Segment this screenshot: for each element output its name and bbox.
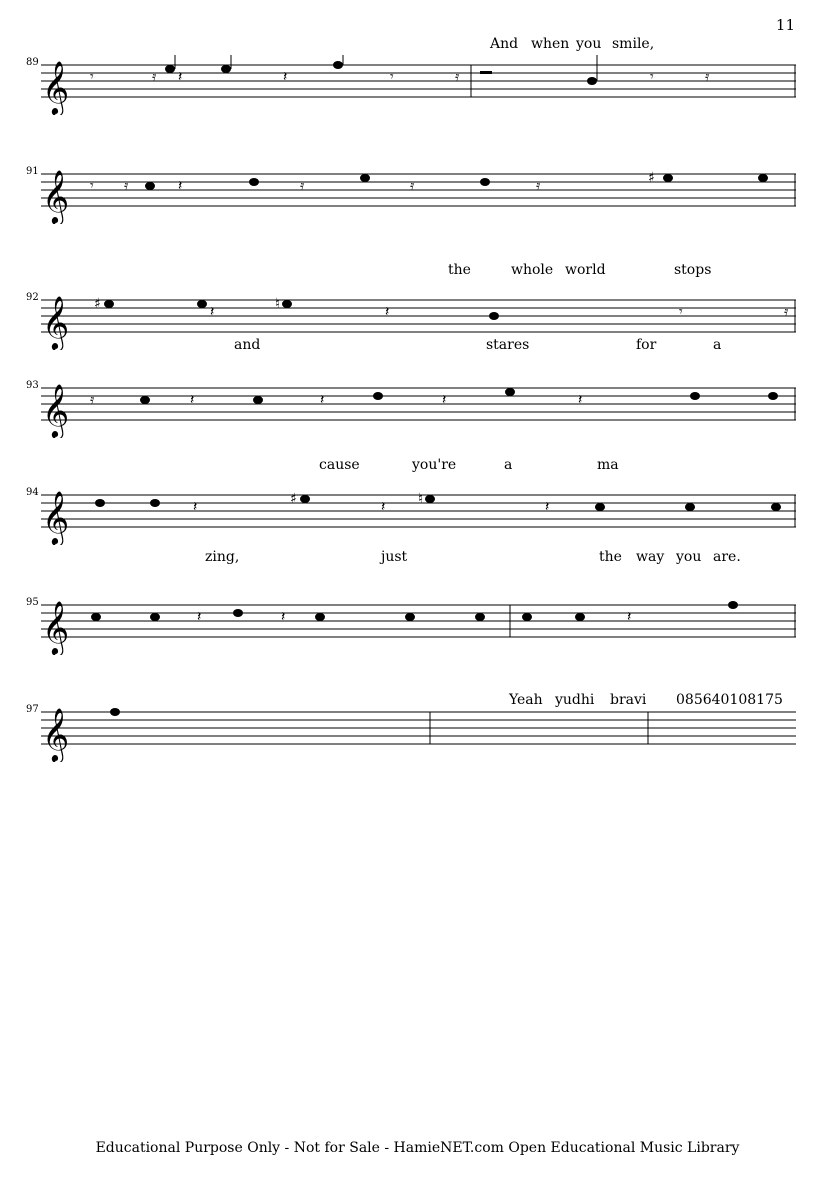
lyric: ma xyxy=(597,457,619,473)
lyric: yudhi xyxy=(555,692,595,708)
svg-text:𝄽: 𝄽 xyxy=(320,392,325,408)
lyric: for xyxy=(636,337,657,353)
svg-text:𝄽: 𝄽 xyxy=(178,69,183,85)
music-staff xyxy=(0,290,835,350)
music-staff xyxy=(0,164,835,224)
lyric: you xyxy=(576,36,602,52)
lyric: whole xyxy=(511,262,554,278)
svg-text:𝄽: 𝄽 xyxy=(283,69,288,85)
lyric: the xyxy=(599,549,622,565)
svg-text:𝄞: 𝄞 xyxy=(42,383,70,437)
svg-text:𝄾: 𝄾 xyxy=(390,69,394,85)
music-staff xyxy=(0,702,835,762)
measure-number: 95 xyxy=(26,597,39,608)
svg-text:𝄿: 𝄿 xyxy=(300,178,305,194)
lyric: the xyxy=(448,262,471,278)
measure-number: 89 xyxy=(26,57,39,68)
svg-text:𝄽: 𝄽 xyxy=(197,609,202,625)
measure-number: 91 xyxy=(26,166,39,177)
svg-text:𝄽: 𝄽 xyxy=(381,499,386,515)
lyric: are. xyxy=(713,549,741,565)
svg-text:𝄾: 𝄾 xyxy=(90,178,94,194)
svg-text:𝄽: 𝄽 xyxy=(190,392,195,408)
lyric: world xyxy=(565,262,606,278)
lyric: way xyxy=(636,549,665,565)
svg-text:𝄽: 𝄽 xyxy=(281,609,286,625)
lyric: bravi xyxy=(610,692,647,708)
lyric: And xyxy=(490,36,519,52)
lyric: and xyxy=(234,337,261,353)
lyric: a xyxy=(504,457,513,473)
svg-text:𝄾: 𝄾 xyxy=(650,69,654,85)
svg-text:𝄿: 𝄿 xyxy=(90,392,95,408)
lyric: 085640108175 xyxy=(676,692,783,708)
svg-text:𝄞: 𝄞 xyxy=(42,60,70,114)
svg-text:♯: ♯ xyxy=(290,491,297,507)
svg-text:𝄞: 𝄞 xyxy=(42,169,70,223)
lyric: stops xyxy=(674,262,712,278)
svg-text:𝄞: 𝄞 xyxy=(42,295,70,349)
svg-text:𝄞: 𝄞 xyxy=(42,600,70,654)
svg-text:𝄞: 𝄞 xyxy=(42,490,70,544)
measure-number: 93 xyxy=(26,380,39,391)
lyric: Yeah xyxy=(509,692,543,708)
lyric: a xyxy=(713,337,722,353)
lyric: zing, xyxy=(205,549,240,565)
music-staff xyxy=(0,485,835,545)
lyric: smile, xyxy=(612,36,655,52)
svg-text:𝄿: 𝄿 xyxy=(455,69,460,85)
svg-text:𝄾: 𝄾 xyxy=(90,69,94,85)
svg-text:𝄾: 𝄾 xyxy=(679,304,683,320)
music-staff xyxy=(0,55,835,115)
page-number: 11 xyxy=(775,16,795,34)
svg-text:𝄿: 𝄿 xyxy=(410,178,415,194)
svg-text:𝄽: 𝄽 xyxy=(193,499,198,515)
footer-text: Educational Purpose Only - Not for Sale - HamieNET.com Open Educational Music Library xyxy=(95,1140,740,1156)
measure-number: 97 xyxy=(26,704,39,715)
svg-text:𝄿: 𝄿 xyxy=(152,69,157,85)
svg-text:𝄿: 𝄿 xyxy=(536,178,541,194)
lyric: you xyxy=(676,549,702,565)
svg-text:𝄞: 𝄞 xyxy=(42,707,70,761)
svg-text:♯: ♯ xyxy=(648,170,655,186)
svg-text:♯: ♯ xyxy=(94,296,101,312)
svg-text:𝄽: 𝄽 xyxy=(210,304,215,320)
lyric: stares xyxy=(486,337,530,353)
svg-text:𝄿: 𝄿 xyxy=(705,69,710,85)
svg-text:𝄿: 𝄿 xyxy=(124,178,129,194)
lyric: just xyxy=(381,549,408,565)
lyric: you're xyxy=(412,457,457,473)
svg-text:𝄽: 𝄽 xyxy=(627,609,632,625)
svg-text:𝄽: 𝄽 xyxy=(545,499,550,515)
music-staff xyxy=(0,595,835,655)
svg-text:𝄽: 𝄽 xyxy=(178,178,183,194)
measure-number: 92 xyxy=(26,292,39,303)
svg-text:♮: ♮ xyxy=(275,296,281,312)
svg-text:𝄽: 𝄽 xyxy=(578,392,583,408)
svg-text:𝄿: 𝄿 xyxy=(784,304,789,320)
measure-number: 94 xyxy=(26,487,39,498)
svg-text:𝄽: 𝄽 xyxy=(385,304,390,320)
lyric: cause xyxy=(319,457,360,473)
svg-text:𝄽: 𝄽 xyxy=(442,392,447,408)
lyric: when xyxy=(531,36,570,52)
svg-text:♮: ♮ xyxy=(418,491,424,507)
music-staff xyxy=(0,378,835,438)
